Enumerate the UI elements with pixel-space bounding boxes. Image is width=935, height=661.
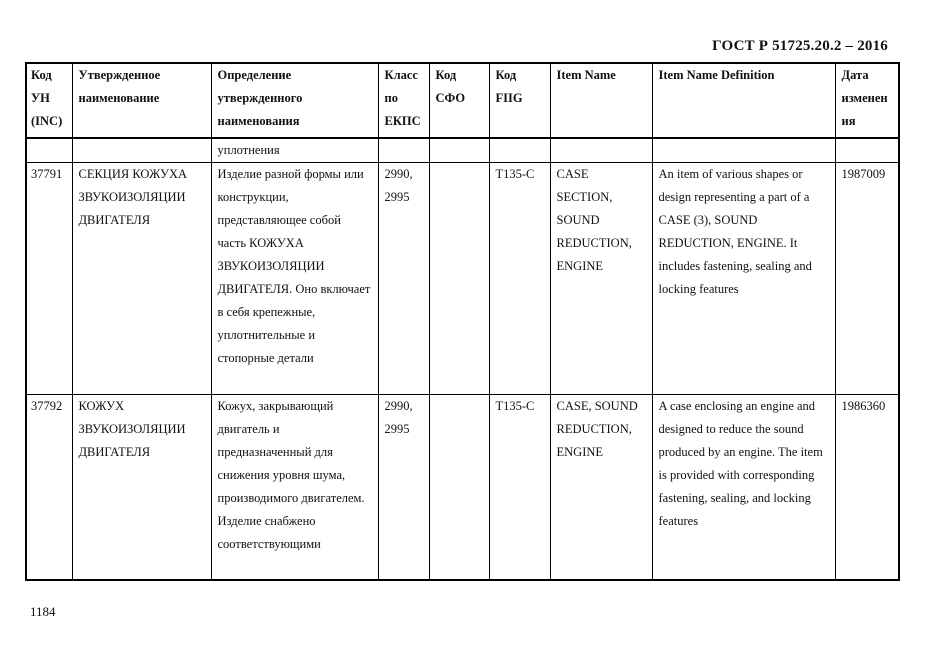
cell-sfo [429, 395, 489, 581]
cell-ekps: 2990, 2995 [378, 163, 429, 395]
col-header-definition: Определение утвержденного наименования [211, 63, 378, 138]
col-header-fiig: Код FIIG [489, 63, 550, 138]
cell-definition: Изделие разной формы или конструкции, представляющее собой часть КОЖУХА ЗВУКОИЗОЛЯЦИИ ДВИГАТЕЛЯ. Оно включает в себя крепежные, уплотнительные и стопорные детали [211, 163, 378, 395]
cell-inc: 37792 [26, 395, 72, 581]
cell-name: КОЖУХ ЗВУКОИЗОЛЯЦИИ ДВИГАТЕЛЯ [72, 395, 211, 581]
col-header-item-name: Item Name [550, 63, 652, 138]
page-number: 1184 [30, 604, 56, 619]
continuation-row [26, 138, 899, 163]
cell-item-name: CASE SECTION, SOUND REDUCTION, ENGINE [550, 163, 652, 395]
cell-fiig: T135-C [489, 395, 550, 581]
cell-date: 1987009 [835, 163, 899, 395]
cell-item-definition: An item of various shapes or design representing a part of a CASE (3), SOUND REDUCTION, ENGINE. It includes fastening, sealing and locking features [652, 163, 835, 395]
cell-inc: 37791 [26, 163, 72, 395]
cell-item-definition: A case enclosing an engine and designed to reduce the sound produced by an engine. The item is provided with corresponding fastening, sealing, and locking features [652, 395, 835, 581]
standard-header: ГОСТ Р 51725.20.2 – 2016 [712, 38, 888, 54]
cell-definition: Кожух, закрывающий двигатель и предназначенный для снижения уровня шума, производимого двигателем. Изделие снабжено соответствующими [211, 395, 378, 581]
cell-ekps: 2990, 2995 [378, 395, 429, 581]
cell-sfo [429, 163, 489, 395]
cell-fiig: T135-C [489, 163, 550, 395]
table-row [26, 163, 899, 395]
cell-date: 1986360 [835, 395, 899, 581]
table-header-row [26, 63, 899, 138]
cell-item-name: CASE, SOUND REDUCTION, ENGINE [550, 395, 652, 581]
items-table [25, 62, 900, 581]
continuation-definition: уплотнения [211, 138, 378, 163]
col-header-inc: Код УН (INC) [26, 63, 72, 138]
col-header-sfo: Код СФО [429, 63, 489, 138]
col-header-date: Дата изменен ия [835, 63, 899, 138]
table-row [26, 395, 899, 581]
cell-name: СЕКЦИЯ КОЖУХА ЗВУКОИЗОЛЯЦИИ ДВИГАТЕЛЯ [72, 163, 211, 395]
col-header-ekps: Класс по ЕКПС [378, 63, 429, 138]
col-header-name: Утвержденное наименование [72, 63, 211, 138]
col-header-item-definition: Item Name Definition [652, 63, 835, 138]
